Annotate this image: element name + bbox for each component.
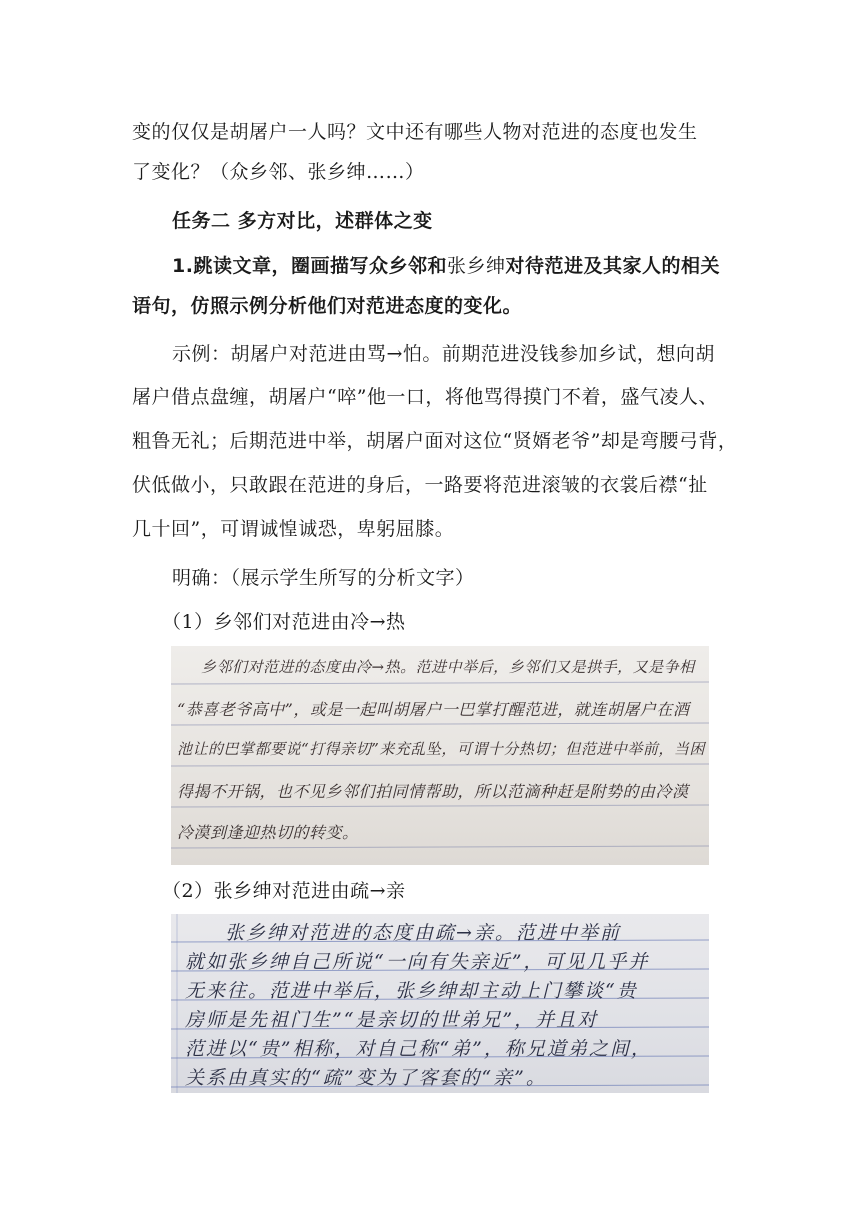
handwritten-line: 乡邻们对范进的态度由冷→热。范进中举后，乡邻们又是拱手，又是争相 xyxy=(201,658,695,676)
question-highlight: 张乡绅 xyxy=(446,255,506,277)
example-line: 几十回”，可谓诚惶诚恐，卑躬屈膝。 xyxy=(132,518,455,540)
handwritten-line: 得揭不开锅，也不见乡邻们拍同情帮助，所以范滴种赶是附势的由冷漠 xyxy=(177,782,689,801)
example-line: 伏低做小，只敢跟在范进的身后，一路要将范进滚皱的衣裳后襟“扯 xyxy=(132,474,708,496)
subheading-2: （2）张乡绅对范进由疏→亲 xyxy=(162,880,406,902)
handwritten-line: 冷漠到逢迎热切的转变。 xyxy=(177,823,359,842)
handwriting-photo-1 xyxy=(171,646,709,865)
handwritten-line: 就如张乡绅自己所说“一向有失亲近”，可见几乎并 xyxy=(185,951,650,973)
handwritten-line: 房师是先祖门生”“是亲切的世弟兄”，并且对 xyxy=(185,1009,599,1031)
clarify-line: 明确：（展示学生所写的分析文字） xyxy=(172,567,475,589)
handwritten-line: 张乡绅对范进的态度由疏→亲。范进中举前 xyxy=(225,922,621,944)
question-text: 1.跳读文章，圈画描写众乡邻和 xyxy=(172,255,447,277)
handwriting-photo-2 xyxy=(171,914,709,1093)
example-line: 示例：胡屠户对范进由骂→怕。前期范进没钱参加乡试，想向胡 xyxy=(172,343,715,365)
question-1-line-1 xyxy=(172,251,720,281)
task-heading: 任务二 多方对比，述群体之变 xyxy=(172,210,433,232)
question-text: 对待范进及其家人的相关 xyxy=(505,255,720,277)
paragraph-line: 了变化？（众乡邻、张乡绅……） xyxy=(132,161,425,183)
handwritten-line: 关系由真实的“疏”变为了客套的“亲”。 xyxy=(185,1067,547,1089)
example-line: 粗鲁无礼；后期范进中举，胡屠户面对这位“贤婿老爷”却是弯腰弓背， xyxy=(132,430,738,452)
handwritten-line: 无来往。范进中举后，张乡绅却主动上门攀谈“贵 xyxy=(185,980,638,1002)
subheading-1: （1）乡邻们对范进由冷→热 xyxy=(162,611,406,633)
example-line: 屠户借点盘缠，胡屠户“啐”他一口，将他骂得摸门不着，盛气凌人、 xyxy=(132,386,718,408)
question-1-line-2: 语句，仿照示例分析他们对范进态度的变化。 xyxy=(132,295,523,317)
paragraph-line: 变的仅仅是胡屠户一人吗？文中还有哪些人物对范进的态度也发生 xyxy=(132,121,698,143)
handwritten-line: “恭喜老爷高中”，或是一起叫胡屠户一巴掌打醒范进，就连胡屠户在酒 xyxy=(177,700,690,719)
handwritten-line: 范进以“贵”相称，对自己称“弟”，称兄道弟之间， xyxy=(185,1038,652,1060)
handwritten-line: 池让的巴掌都要说“打得亲切”来充乱坠，可谓十分热切；但范进中举前，当困 xyxy=(177,740,705,758)
